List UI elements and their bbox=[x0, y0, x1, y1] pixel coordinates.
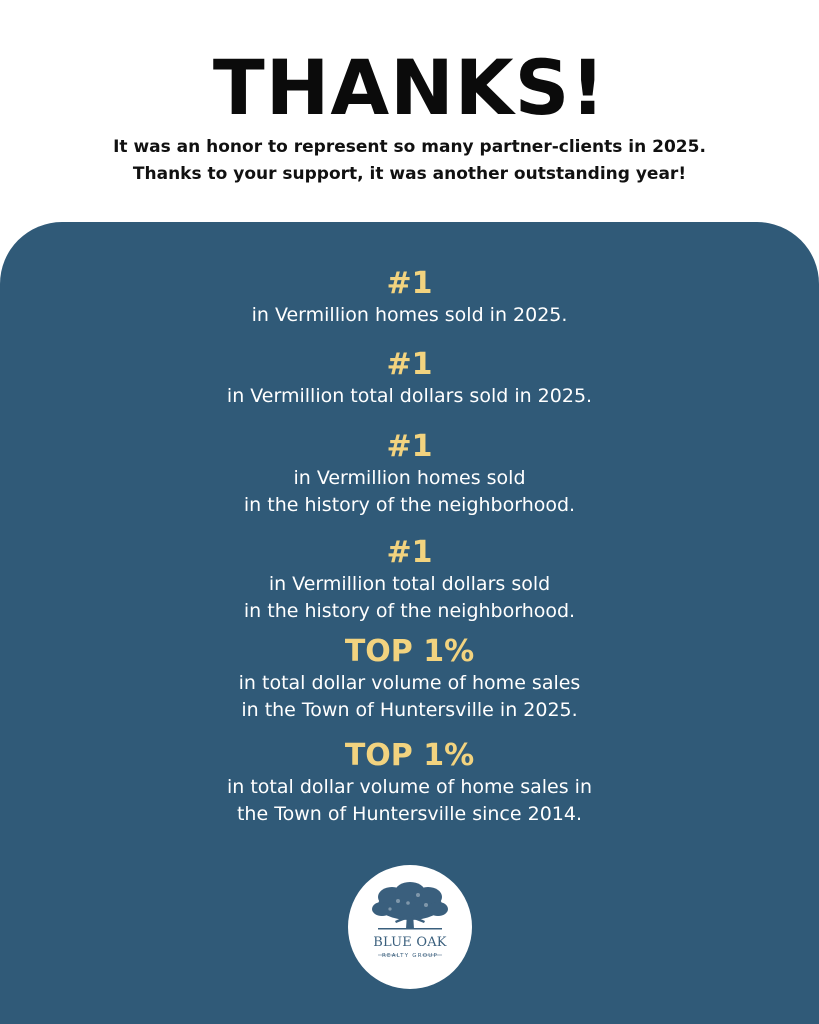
stat-item bbox=[0, 634, 819, 724]
stat-description: in Vermillion homes sold in 2025. bbox=[251, 304, 568, 326]
stat-rank: #1 bbox=[386, 535, 433, 570]
stat-description: in the Town of Huntersville in 2025. bbox=[241, 699, 578, 721]
stat-rank: TOP 1% bbox=[344, 738, 475, 773]
page-title: THANKS! bbox=[212, 43, 607, 132]
stat-rank: #1 bbox=[386, 347, 433, 382]
oak-tree-icon bbox=[348, 865, 472, 989]
subtitle bbox=[0, 134, 819, 188]
stat-description: in Vermillion total dollars sold bbox=[268, 573, 551, 595]
stat-description: in total dollar volume of home sales in bbox=[226, 776, 593, 798]
logo-tagline: REALTY GROUP bbox=[382, 953, 438, 959]
brand-logo bbox=[348, 865, 472, 989]
stat-item bbox=[0, 347, 819, 410]
subtitle-line: It was an honor to represent so many partner-clients in 2025. bbox=[113, 137, 706, 157]
stat-description: in total dollar volume of home sales bbox=[238, 672, 581, 694]
stat-description: in Vermillion homes sold bbox=[293, 467, 526, 489]
stat-item bbox=[0, 429, 819, 519]
stat-rank: #1 bbox=[386, 429, 433, 464]
stat-rank: TOP 1% bbox=[344, 634, 475, 669]
stat-item bbox=[0, 535, 819, 625]
header bbox=[0, 0, 819, 222]
stat-description: the Town of Huntersville since 2014. bbox=[236, 803, 582, 825]
stat-rank: #1 bbox=[386, 266, 433, 301]
stat-item bbox=[0, 266, 819, 329]
stat-description: in the history of the neighborhood. bbox=[243, 600, 576, 622]
stat-description: in the history of the neighborhood. bbox=[243, 494, 576, 516]
subtitle-line: Thanks to your support, it was another outstanding year! bbox=[132, 164, 687, 184]
logo-name: BLUE OAK bbox=[373, 935, 447, 950]
stat-item bbox=[0, 738, 819, 828]
stat-description: in Vermillion total dollars sold in 2025. bbox=[226, 385, 593, 407]
